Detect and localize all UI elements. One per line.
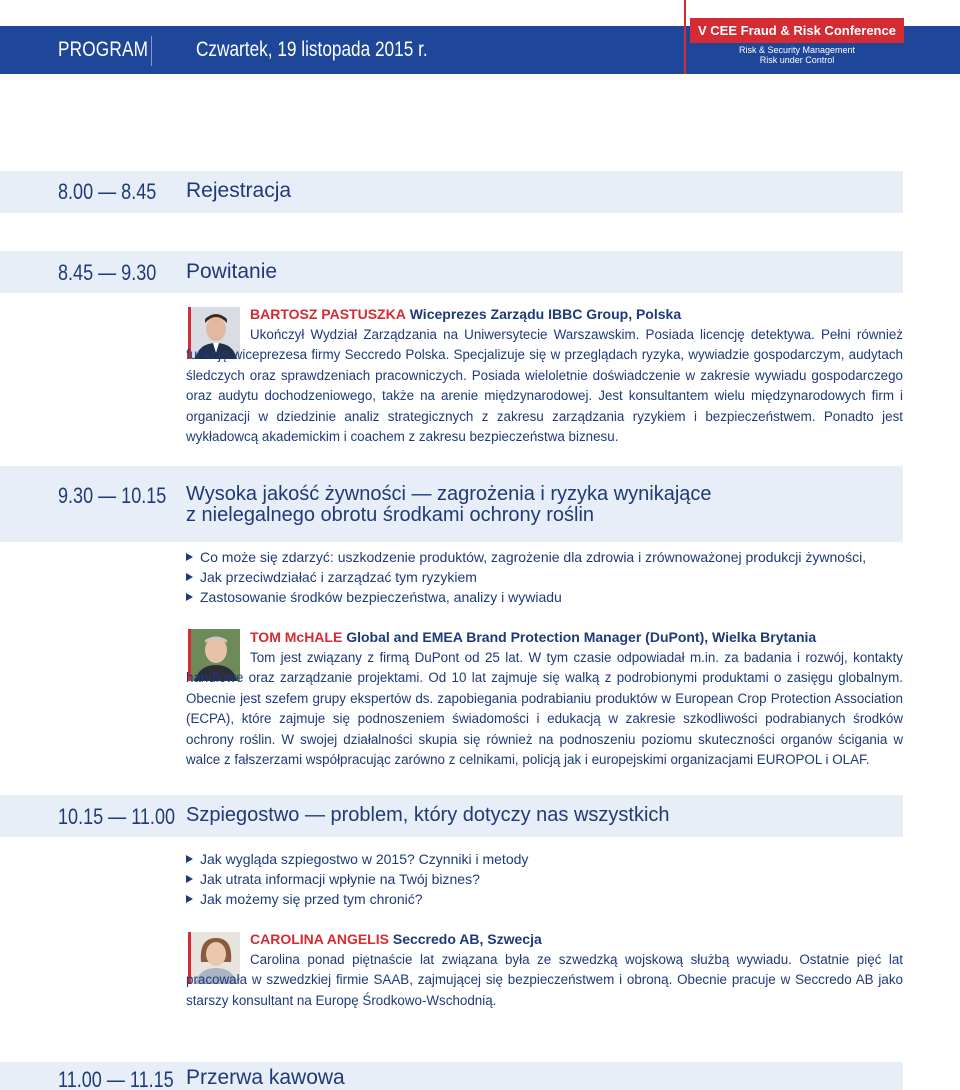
bullet-item (186, 587, 866, 607)
bullet-triangle-icon (186, 573, 193, 581)
session-title: Przerwa kawowa (186, 1066, 345, 1089)
conference-subtitle (690, 45, 904, 65)
conference-subtitle-line2: Risk under Control (759, 55, 835, 65)
bullet-text: Co może się zdarzyć: uszkodzenie produktów, zagrożenie dla zdrowia i zrównoważonej produkcji żywności, (200, 549, 867, 565)
speaker-role: Seccredo AB, Szwecja (392, 931, 542, 947)
bullet-triangle-icon (186, 593, 193, 601)
speaker-role: Wiceprezes Zarządu IBBC Group, Polska (409, 306, 682, 322)
bullet-item (186, 869, 528, 889)
session-bullets (186, 849, 528, 909)
session-time: 8.45 — 9.30 (58, 260, 157, 285)
speaker-bio-text: Ukończył Wydział Zarządzania na Uniwersytecie Warszawskim. Posiada licencję detektywa. Pełni również funkcję wiceprezesa firmy Seccredo Polska. Specjalizuje się w przeglądach ryzyka, wywiadzie gospodarczym, audytach śledczych oraz sprawdzeniach pracowniczych. Posiada wieloletnie doświadczenie w zakresie wywiadu gospodarczego oraz audytu dochodzeniowego, także na arenie międzynarodowej. Jest konsultantem wielu międzynarodowych firm i organizacji w dziedzinie analiz strategicznych z zakresu zarządzania ryzykiem i bezpieczeństwem. Ponadto jest wykładowcą akademickim i coachem z zakresu bezpieczeństwa biznesu. (186, 326, 903, 444)
bullet-triangle-icon (186, 553, 193, 561)
conference-title: V CEE Fraud & Risk Conference (690, 18, 904, 43)
session-time: 11.00 — 11.15 (58, 1067, 174, 1090)
speaker-bio-mchale (186, 627, 903, 771)
program-date: Czwartek, 19 listopada 2015 r. (196, 38, 428, 61)
bullet-triangle-icon (186, 875, 193, 883)
conference-subtitle-line1: Risk & Security Management (738, 45, 856, 55)
bullet-item (186, 567, 866, 587)
session-title: Szpiegostwo — problem, który dotyczy nas wszystkich (186, 804, 670, 826)
session-title-line1: Wysoka jakość żywności — zagrożenia i ryzyka wynikające (186, 483, 712, 505)
bullet-text: Jak wygląda szpiegostwo w 2015? Czynniki i metody (200, 851, 529, 867)
speaker-name: BARTOSZ PASTUSZKA (250, 306, 406, 322)
speaker-bio-pastuszka (186, 304, 903, 448)
speaker-header (186, 929, 903, 950)
bullet-triangle-icon (186, 895, 193, 903)
brand-accent-line (684, 0, 686, 74)
bullet-text: Zastosowanie środków bezpieczeństwa, analizy i wywiadu (200, 589, 562, 605)
speaker-bio-text: Tom jest związany z firmą DuPont od 25 lat. W tym czasie odpowiadał m.in. za badania i rozwój, kontakty handlowe oraz zarządzanie projektami. Od 10 lat zajmuje się walką z podrobionymi produktami o zasięgu globalnym. Obecnie jest szefem grupy ekspertów ds. zapobiegania podrabianiu produktów w European Crop Protection Association (ECPA), które zajmuje się podnoszeniem świadomości i edukacją w zakresie szkodliwości podrabianych środków ochrony roślin. W swojej działalności skupia się również na podnoszeniu poziomu skuteczności organów ścigania w walce z fałszerzami współpracując zarówno z celnikami, policją jak i europejskimi organizacjami EUROPOL i OLAF. (186, 649, 903, 767)
session-title-line2: z nielegalnego obrotu środkami ochrony roślin (186, 504, 595, 526)
speaker-role: Global and EMEA Brand Protection Manager (DuPont), Wielka Brytania (346, 629, 817, 645)
session-title: Rejestracja (186, 179, 292, 202)
session-time: 10.15 — 11.00 (58, 804, 176, 829)
session-title: Powitanie (186, 260, 278, 283)
header-divider (151, 36, 152, 66)
speaker-bio-text: Carolina ponad piętnaście lat związana była ze szwedzką wojskową służbą wywiadu. Ostatnie pięć lat pracowała w szwedzkiej firmie SAAB, zajmującej się bezpieczeństwem i obroną. Obecnie pracuje w Seccredo AB jako starszy konsultant na Europę Środkowo-Wschodnią. (186, 951, 903, 1008)
bullet-text: Jak możemy się przed tym chronić? (200, 891, 423, 907)
session-time: 9.30 — 10.15 (58, 483, 167, 508)
bullet-text: Jak utrata informacji wpłynie na Twój biznes? (200, 871, 480, 887)
session-bullets (186, 547, 866, 607)
speaker-header (186, 627, 903, 648)
speaker-bio-angelis (186, 929, 903, 1011)
bullet-item (186, 547, 866, 567)
bullet-item (186, 849, 528, 869)
session-time: 8.00 — 8.45 (58, 179, 157, 204)
program-label: PROGRAM (58, 38, 149, 61)
bullet-text: Jak przeciwdziałać i zarządzać tym ryzykiem (200, 569, 477, 585)
bullet-triangle-icon (186, 855, 193, 863)
bullet-item (186, 889, 528, 909)
speaker-name: TOM McHALE (250, 629, 343, 645)
speaker-header (186, 304, 903, 325)
speaker-name: CAROLINA ANGELIS (250, 931, 389, 947)
